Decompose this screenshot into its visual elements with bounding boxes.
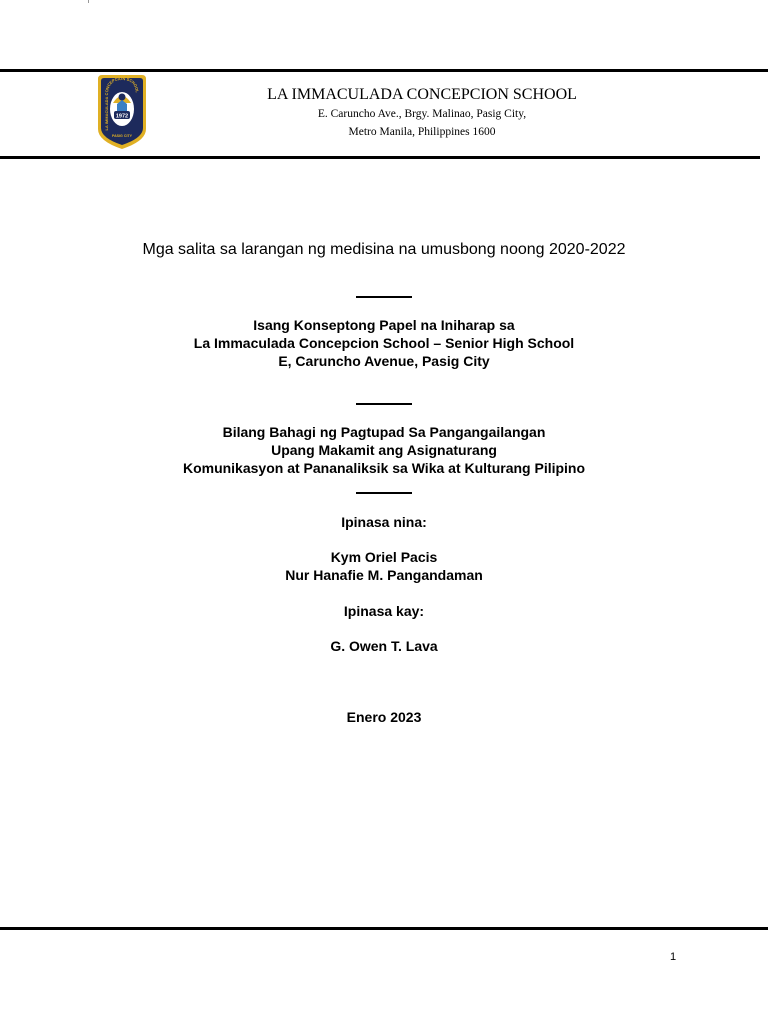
header-top-rule: [0, 69, 768, 72]
separator-line: [356, 492, 412, 494]
school-address-line2: Metro Manila, Philippines 1600: [348, 126, 496, 138]
submission-date: Enero 2023: [346, 709, 422, 725]
submitted-by-label: Ipinasa nina:: [341, 514, 427, 530]
separator-line: [356, 296, 412, 298]
seal-ring-text: LA IMMACULADA CONCEPCION SCHOOL: [103, 75, 140, 131]
footer-rule: [0, 927, 768, 930]
separator-line: [356, 403, 412, 405]
page-number: 1: [670, 951, 677, 963]
requirement-line-3: Komunikasyon at Pananaliksik sa Wika at Kulturang Pilipino: [182, 460, 586, 476]
requirement-line-1: Bilang Bahagi ng Pagtupad Sa Pangangailangan: [222, 424, 546, 440]
requirement-line-2: Upang Makamit ang Asignaturang: [271, 442, 497, 458]
submission-line-1: Isang Konseptong Papel na Iniharap sa: [253, 317, 515, 333]
seal-city-text: PASIG CITY: [111, 134, 133, 138]
corner-mark: [88, 0, 89, 3]
header-bottom-rule: [0, 156, 760, 159]
school-seal-logo: [96, 73, 148, 151]
seal-year: 1972: [115, 113, 129, 120]
school-address-line1: E. Caruncho Ave., Brgy. Malinao, Pasig City,: [317, 108, 527, 120]
submission-line-3: E, Caruncho Avenue, Pasig City: [278, 353, 490, 369]
school-name: LA IMMACULADA CONCEPCION SCHOOL: [267, 86, 577, 103]
submitted-to-label: Ipinasa kay:: [343, 603, 425, 619]
paper-title: Mga salita sa larangan ng medisina na umusbong noong 2020-2022: [142, 241, 626, 258]
submission-line-2: La Immaculada Concepcion School – Senior High School: [193, 335, 575, 351]
author-name: Nur Hanafie M. Pangandaman: [285, 567, 483, 583]
author-name: Kym Oriel Pacis: [330, 549, 438, 565]
adviser-name: G. Owen T. Lava: [330, 638, 438, 654]
